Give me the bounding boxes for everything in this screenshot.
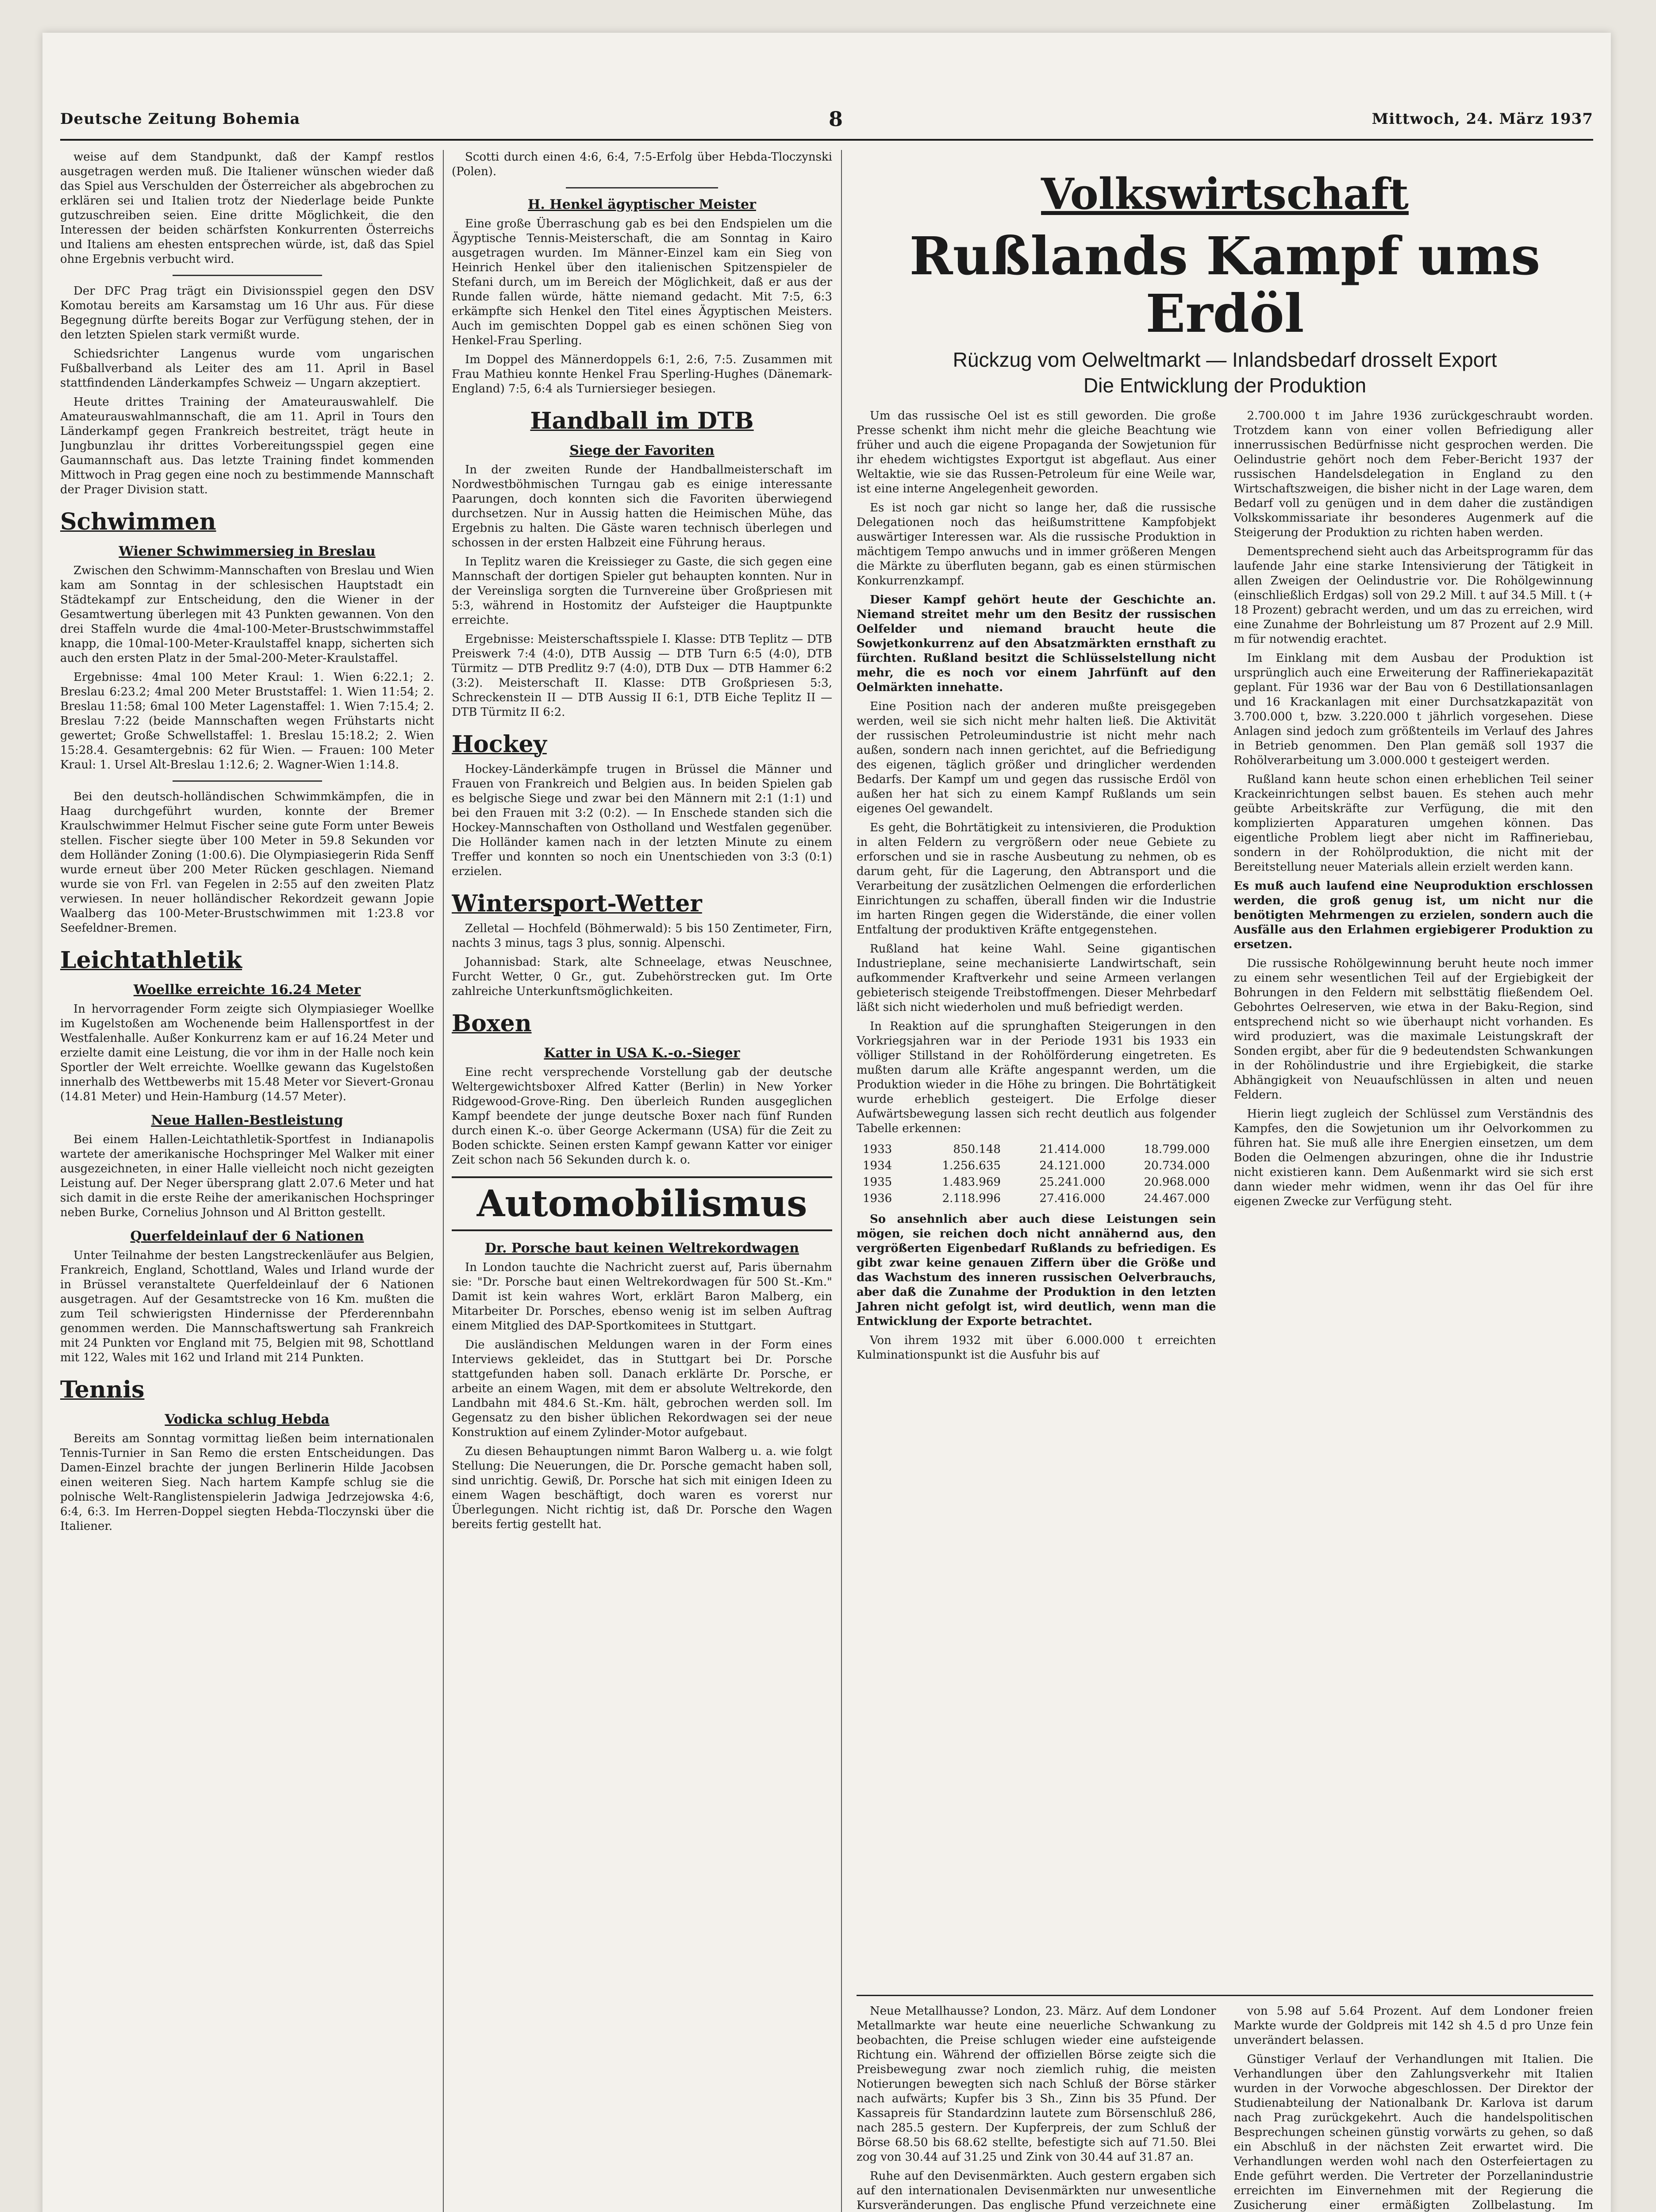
article-paragraph: Johannisbad: Stark, alte Schneelage, etwas Neuschnee, Furcht Wetter, 0 Gr., gut. Zubehörstrecken gut. Im Orte zahlreiche Unterkunftsmöglichkeiten. (452, 956, 832, 998)
table-cell: 1935 (863, 1175, 892, 1189)
section-heading-winter-weather: Wintersport-Wetter (452, 890, 702, 917)
table-cell: 24.121.000 (1039, 1159, 1106, 1172)
article-paragraph: So ansehnlich aber auch diese Leistungen sein mögen, sie reichen doch nicht annähernd aus, den vergrößerten Eigenbedarf Rußlands zu befriedigen. Es gibt zwar keine genauen Ziffern über die Größe und das Wachstum des inneren russischen Oelverbrauchs, aber daß die Zunahme der Produktion in den letzten Jahren nicht gefolgt ist, wird deutlich, wenn man die Entwicklung der Exporte betrachtet. (857, 1213, 1216, 1328)
article-paragraph: Bei den deutsch-holländischen Schwimmkämpfen, die in Haag durchgeführt wurden, konnte der Bremer Kraulschwimmer Helmut Fischer seine gute Form unter Beweis stellen. Fischer siegte über 100 Meter in 59.8 Sekunden vor dem Holländer Zoning (1:00.6). Die Olympiasiegerin Rida Senff wurde erneut über 200 Meter Rücken geschlagen. Niemand wurde sie von Frl. van Fegelen in 2:55 auf den zweiten Platz verwiesen. In neuer holländischer Rekordzeit gewann Jopie Waalberg das 100-Meter-Brustschwimmen mit 1:23.8 vor Seefeldner-Bremen. (60, 790, 434, 935)
issue-date: Mittwoch, 24. März 1937 (1372, 110, 1593, 128)
article-headline: Siege der Favoriten (569, 443, 715, 458)
section-heading-boxing: Boxen (452, 1010, 532, 1037)
column-rule (841, 150, 842, 2212)
brief-gold-price: von 5.98 auf 5.64 Prozent. Auf dem Londoner freien Markte wurde der Goldpreis mit 142 sh 4.5 d pro Unze fein unverändert belassen. (1233, 2005, 1593, 2047)
article-headline: Neue Hallen-Bestleistung (151, 1113, 343, 1128)
article-paragraph: Schiedsrichter Langenus wurde vom ungarischen Fußballverband als Leiter des am 11. April in Basel stattfindenden Länderkampfes Schweiz — Ungarn akzeptiert. (60, 347, 434, 390)
article-paragraph: Bei einem Hallen-Leichtathletik-Sportfest in Indianapolis wartete der amerikanische Hochspringer Mel Walker mit einer ausgezeichneten, in einer Halle vielleicht noch nicht gezeigten Leistung auf. Der Neger übersprang glatt 2.07.6 Meter und hat sich damit in die erste Reihe der amerikanischen Hochspringer neben Burke, Cornelius Johnson und Al Britton gestellt. (60, 1133, 434, 1219)
table-cell: 25.241.000 (1039, 1175, 1106, 1189)
table-cell: 1.256.635 (942, 1159, 1001, 1172)
article-headline: Woellke erreichte 16.24 Meter (133, 982, 361, 998)
results-paragraph: Ergebnisse: Meisterschaftsspiele I. Klasse: DTB Teplitz — DTB Preiswerk 7:4 (4:0), DTB Aussig — DTB Turn 6:5 (4:0), DTB Türmitz — DTB Predlitz 9:7 (4:0), DTB Dux — DTB Hammer 6:2 (3:2). Meisterschaft II. Klasse: DTB Großpriesen 5:3, Schreckenstein II — DTB Aussig II 6:1, DTB Eiche Teplitz II — DTB Türmitz II 6:2. (452, 633, 832, 719)
football-continuation: weise auf dem Standpunkt, daß der Kampf restlos ausgetragen werden muß. Die Italiener wünschen wieder daß das Spiel aus Verschulden der Österreicher als abgebrochen zu erklären sei und Italien trotz der Niederlage beide Punkte gutzuschreiben seien. Eine dritte Möglichkeit, die den Interessen der beiden schärfsten Konkurrenten Österreichs und Italiens am ehesten entsprechen würde, ist, daß das Spiel ohne Ergebnis verbucht wird. (60, 150, 434, 266)
main-headline: Rußlands Kampf ums Erdöl (909, 225, 1541, 344)
article-headline: Katter in USA K.-o.-Sieger (544, 1045, 740, 1061)
production-table (857, 1141, 1216, 1207)
article-paragraph: Rußland hat keine Wahl. Seine gigantischen Industrieplane, seine mechanisierte Landwirtschaft, sein aufkommender Kraftverkehr und seine Armeen verlangen gebieterisch steigende Treibstoffmengen. Dieser Mehrbedarf läßt sich nicht wiederholen und muß befriedigt werden. (857, 942, 1216, 1014)
article-paragraph: Die russische Rohölgewinnung beruht heute noch immer zu einem sehr wesentlichen Teil auf der Ergiebigkeit der Bohrungen in den Feldern mit selbsttätig fließendem Oel. Gebohrtes Oelreserven, wie etwa in der Baku-Region, sind entsprechend nicht so wie überhaupt nicht vorhanden. Es wird produziert, was die maximale Leistungskraft der Sonden ergibt, aber für die 9 bedeutendsten Schwankungen in der Rohölindustrie und ihre Ergiebigkeit, die starke Abhängigkeit von Neuaufschlüssen in alten und neuen Feldern. (1233, 957, 1593, 1102)
article-paragraph: Dieser Kampf gehört heute der Geschichte an. Niemand streitet mehr um den Besitz der russischen Oelfelder und niemand braucht heute die Sowjetkonkurrenz auf den Absatzmärkten ernsthaft zu fürchten. Rußland besitzt die Schlüsselstellung nicht mehr, die es noch vor einem Jahrfünft auf den Oelmärkten innehatte. (857, 593, 1216, 694)
table-cell: 850.148 (953, 1143, 1001, 1156)
article-paragraph: In Reaktion auf die sprunghaften Steigerungen in den Vorkriegsjahren war in der Periode 1931 bis 1933 ein völliger Stillstand in der Rohölförderung eingetreten. Es mußten darum alle Kräfte angespannt werden, um die Produktion wieder in die Höhe zu bringen. Die Bohrtätigkeit wurde erheblich gesteigert. Die Erfolge dieser Aufwärtsbewegung lassen sich recht deutlich aus folgender Tabelle erkennen: (857, 1020, 1216, 1135)
section-heading-athletics: Leichtathletik (60, 947, 242, 974)
article-headline: Vodicka schlug Hebda (165, 1412, 330, 1427)
subheadline-line-2: Die Entwicklung der Produktion (1083, 374, 1367, 397)
table-cell: 20.734.000 (1144, 1159, 1210, 1172)
article-paragraph: 2.700.000 t im Jahre 1936 zurückgeschraubt worden. Trotzdem kann von einer vollen Befriedigung aller innerrussischen Bedürfnisse nicht gesprochen werden. Die Oelindustrie gehört noch dem Feber-Bericht 1937 der russischen Handelsdelegation in England zu den Wirtschaftszweigen, die bisher nicht in der Lage waren, dem Bedarf voll zu genügen und in dem daher die zuständigen Volkskommissariate ihr besonderes Augenmerk auf die Steigerung der Produktion zu richten haben werden. (1233, 409, 1593, 539)
article-headline: Wiener Schwimmersieg in Breslau (119, 544, 376, 559)
article-paragraph: Heute drittes Training der Amateurauswahlelf. Die Amateurauswahlmannschaft, die am 11. April in Tours den Länderkampf gegen Frankreich bestreitet, trägt heute in Jungbunzlau ihr drittes Vorbereitungsspiel gegen eine Gaumannschaft aus. Das letzte Training findet kommenden Mittwoch in Prag gegen eine noch zu bestimmende Mannschaft der Prager Division statt. (60, 396, 434, 496)
article-paragraph: Es geht, die Bohrtätigkeit zu intensivieren, die Produktion in alten Feldern zu vergrößern oder neue Gebiete zu erforschen und sie in rasche Ausbeutung zu nehmen, ob es darum geht, für die Lagerung, den Abtransport und die Verarbeitung der zusätzlichen Oelmengen die erforderlichen Einrichtungen zu schaffen, überall finden wir die Industrie im harten Ringen gegen die Widerstände, die einer vollen Entfaltung der produktiven Kräfte entgegenstehen. (857, 821, 1216, 937)
market-briefs (857, 1995, 1593, 2212)
economy-section (857, 161, 1593, 1367)
article-headline: H. Henkel ägyptischer Meister (528, 197, 756, 212)
article-paragraph: Um das russische Oel ist es still geworden. Die große Presse schenkt ihm nicht mehr die gleiche Beachtung wie früher und auch die eigene Propaganda der Sowjetunion für ihr ehedem wichtigstes Exportgut ist abgeflaut. Aus einer Weltaktie, wie sie das Russen-Petroleum für eine Weile war, ist eine interne Angelegenheit geworden. (857, 409, 1216, 495)
article-headline: Querfeldeinlauf der 6 Nationen (130, 1229, 364, 1244)
article-paragraph: Ergebnisse: 4mal 100 Meter Kraul: 1. Wien 6:22.1; 2. Breslau 6:23.2; 4mal 200 Meter Bruststaffel: 1. Wien 11:54; 2. Breslau 11:58; 6mal 100 Meter Lagenstaffel: 1. Wien 7:15.4; 2. Breslau 7:22 (beide Mannschaften wegen Frühstarts nicht gewertet; Große Schwellstaffel: 1. Breslau 15:18.2; 2. Wien 15:28.4. Gesamtergebnis: 62 für Wien. — Frauen: 100 Meter Kraul: 1. Ursel Alt-Breslau 1:12.6; 2. Wagner-Wien 1:14.8. (60, 671, 434, 772)
economy-columns (857, 409, 1593, 1367)
table-row (857, 1190, 1216, 1207)
table-cell: 24.467.000 (1144, 1192, 1210, 1205)
divider (173, 275, 322, 276)
column-sports-1 (60, 150, 434, 2212)
divider (173, 780, 322, 782)
article-paragraph: Unter Teilnahme der besten Langstreckenläufer aus Belgien, Frankreich, England, Schottland, Wales und Irland wurde der in Brüssel veranstaltete Querfeldeinlauf der 6 Nationen ausgetragen. Auf der Gesamtstrecke von 16 Km. mußten die zum Teil schwierigsten Hindernisse der Pferderennbahn genommen werden. Die Mannschaftswertung sah Frankreich mit 24 Punkten vor England mit 75, Belgien mit 98, Schottland mit 122, Wales mit 162 und Irland mit 214 Punkten. (60, 1249, 434, 1364)
subheadline-line-1: Rückzug vom Oelweltmarkt — Inlandsbedarf drosselt Export (953, 348, 1497, 371)
article-paragraph: Es ist noch gar nicht so lange her, daß die russische Delegationen noch das heißumstrittene Kampfobjekt auswärtiger Interessen war. Als die russische Produktion in mächtigem Tempo anwuchs und in immer größeren Mengen die Märkte zu überfluten begann, gab es einen stürmischen Konkurrenzkampf. (857, 501, 1216, 588)
divider (566, 187, 718, 188)
article-paragraph: In London tauchte die Nachricht zuerst auf, Paris übernahm sie: "Dr. Porsche baut einen Weltrekordwagen für 500 St.-Km." Damit ist kein wahres Wort, erklärt Baron Malberg, ein Mitarbeiter Dr. Porsches, ebenso wenig ist im selben Auftrag einem Mitglied des DAP-Sportkomitees in Stuttgart. (452, 1261, 832, 1333)
section-heading-automobilism: Automobilismus (452, 1176, 832, 1231)
table-cell: 20.968.000 (1144, 1175, 1210, 1189)
market-briefs-left (857, 2004, 1216, 2212)
table-cell: 2.118.996 (942, 1192, 1001, 1205)
article-paragraph: Im Doppel des Männerdoppels 6:1, 2:6, 7:5. Zusammen mit Frau Mathieu konnte Henkel Frau Sperling-Hughes (Dänemark-England) 7:5, 6:4 als Turniersieger besiegen. (452, 353, 832, 396)
article-paragraph: Von ihrem 1932 mit über 6.000.000 t erreichten Kulminationspunkt ist die Ausfuhr bis auf (857, 1334, 1216, 1362)
article-paragraph: Scotti durch einen 4:6, 6:4, 7:5-Erfolg über Hebda-Tloczynski (Polen). (452, 150, 832, 178)
section-heading-handball: Handball im DTB (530, 407, 754, 434)
article-paragraph: In hervorragender Form zeigte sich Olympiasieger Woellke im Kugelstoßen am Wochenende beim Hallensportfest in der Westfalenhalle. Außer Konkurrenz kam er auf 16.24 Meter und erzielte damit eine Leistung, die vor ihm in der Halle noch kein Sportler der Welt erreichte. Woellke gewann das Kugelstoßen innerhalb des Wettbewerbs mit 15.48 Meter vor Sievert-Gronau (14.81 Meter) und Hein-Hamburg (14.57 Meter). (60, 1002, 434, 1103)
table-cell: 1934 (863, 1159, 892, 1172)
article-paragraph: Der DFC Prag trägt ein Divisionsspiel gegen den DSV Komotau bereits am Karsamstag um 16 Uhr aus. Für diese Begegnung dürfte bereits Bogar zur Verfügung stehen, der in den letzten Spielen stark vermißt wurde. (60, 284, 434, 342)
table-cell: 18.799.000 (1144, 1143, 1210, 1156)
table-cell: 27.416.000 (1039, 1192, 1106, 1205)
column-rule (443, 150, 444, 2212)
page-number: 8 (829, 107, 844, 131)
article-paragraph: Rußland kann heute schon einen erheblichen Teil seiner Krackeinrichtungen selbst bauen. Es stehen auch mehr geübte Arbeitskräfte zur Verfügung, die mit den komplizierten Apparaturen umgehen können. Das eigentliche Problem liegt aber nicht im Raffineriebau, sondern in der Rohölproduktion, die nicht mit der Bereitstellung neuer Materials allein erzielt werden kann. (1233, 773, 1593, 874)
article-paragraph: Im Einklang mit dem Ausbau der Produktion ist ursprünglich auch eine Erweiterung der Raffineriekapazität geplant. Für 1936 war der Bau von 6 Destillationsanlagen und 16 Krackanlagen mit einer Durchsatzkapazität von 3.700.000 t, bzw. 3.220.000 t jährlich vorgesehen. Diese Anlagen sind jedoch zum größtenteils im Verlauf des Jahres in Betrieb genommen. Den Plan gemäß soll 1937 die Rohölverarbeitung um 3.000.000 t gesteigert werden. (1233, 652, 1593, 767)
article-paragraph: Zu diesen Behauptungen nimmt Baron Walberg u. a. wie folgt Stellung: Die Neuerungen, die Dr. Porsche gemacht haben soll, sind unrichtig. Gewiß, Dr. Porsche hat sich mit einigen Ideen zu einem Wagen beschäftigt, doch waren es vorerst nur Überlegungen. Nicht richtig ist, daß Dr. Porsche den Wagen bereits fertig gestellt hat. (452, 1445, 832, 1531)
article-paragraph: Bereits am Sonntag vormittag ließen beim internationalen Tennis-Turnier in San Remo die ersten Entscheidungen. Das Damen-Einzel brachte der jungen Berlinerin Hilde Jacobsen einen weiteren Sieg. Nach hartem Kampfe schlug sie die polnische Welt-Ranglistenspielerin Jadwiga Jedrzejowska 4:6, 6:4, 6:3. Im Herren-Doppel siegten Hebda-Tloczynski über die Italiener. (60, 1432, 434, 1533)
brief-currency-market: Ruhe auf den Devisenmärkten. Auch gestern ergaben sich auf den internationalen Devisenmärkten nur unwesentliche Kursveränderungen. Das englische Pfund verzeichnete eine (857, 2170, 1216, 2212)
article-subheadline (857, 347, 1593, 398)
article-paragraph: Zelletal — Hochfeld (Böhmerwald): 5 bis 150 Zentimeter, Firn, nachts 3 minus, tags 3 plus, sonnig. Alpenschi. (452, 922, 832, 950)
market-briefs-right (1234, 2004, 1594, 2212)
page-header (60, 99, 1593, 141)
newspaper-page (42, 33, 1611, 2212)
article-paragraph: Es muß auch laufend eine Neuproduktion erschlossen werden, die groß genug ist, um nicht nur die benötigten Mehrmengen zu erzielen, sondern auch die Ausfälle aus den Erlahmen ergiebigerer Produktion zu ersetzen. (1233, 879, 1593, 951)
column-sports-2 (452, 150, 832, 2212)
table-row (857, 1141, 1216, 1158)
newspaper-name: Deutsche Zeitung Bohemia (60, 110, 300, 128)
brief-metal-market: Neue Metallhausse? London, 23. März. Auf dem Londoner Metallmarkte war heute eine neuerliche Schwankung zu beobachten, die Preise schlugen wieder eine aufsteigende Richtung ein. Während der offiziellen Börse zeigte sich die Preisbewegung zwar noch ziemlich ruhig, die meisten Notierungen bewegten sich nach Schluß der Börse stärker nach aufwärts; Kupfer bis 3 Sh., Zinn bis 35 Pfund. Der Kassapreis für Standardzinn lautete zum Börsenschluß 286, nach 285.5 gestern. Der Kupferpreis, der zum Schluß der Börse 68.50 bis 68.62 stellte, befestigte sich auf 71.50. Blei zog von 30.44 auf 31.25 und Zink von 30.44 auf 31.87 an. (857, 2005, 1216, 2164)
article-paragraph: In der zweiten Runde der Handballmeisterschaft im Nordwestböhmischen Turngau gab es einige interessante Paarungen, doch konnten sich die Favoriten überwiegend durchsetzen. Nur in Aussig hatten die Heimischen Mühe, das Ergebnis zu halten. Die Gäste waren technisch überlegen und schossen in der ersten Halbzeit eine Führung heraus. (452, 463, 832, 549)
brief-italy-negotiations: Günstiger Verlauf der Verhandlungen mit Italien. Die Verhandlungen über den Zahlungsverkehr mit Italien wurden in der Vorwoche abgeschlossen. Der Direktor der Studienabteilung der Nationalbank Dr. Karlova ist darum nach Prag zurückgekehrt. Auch die handelspolitischen Besprechungen scheinen günstig vorwärts zu gehen, so daß ein Abschluß in der nächsten Zeit erwartet wird. Die Verhandlungen werden wohl nach den Osterfeiertagen zu Ende geführt werden. Die Vertreter der Porzellanindustrie erreichten im Einvernehmen mit der Regierung die Zusicherung einer ermäßigten Zollbelastung. Im (1233, 2053, 1593, 2212)
table-row (857, 1174, 1216, 1190)
economy-column-right (1234, 409, 1594, 1367)
article-paragraph: Hierin liegt zugleich der Schlüssel zum Verständnis des Kampfes, den die Sowjetunion um ihr Oelvorkommen zu führen hat. Sie muß alle ihre Energien einsetzen, um dem Boden die Oelmengen abzuringen, ohne die ihr Industrie nicht existieren kann. Dem Außenmarkt wird sie sich erst dann wieder mehr widmen, wenn ihr das Oel für ihre eigenen Zwecke zur Verfügung steht. (1233, 1107, 1593, 1208)
article-paragraph: Eine Position nach der anderen mußte preisgegeben werden, weil sie sich nicht mehr halten ließ. Die Aktivität der russischen Petroleumindustrie ist nicht mehr nach außen, sondern nach innen gerichtet, auf die Befriedigung des eigenen, täglich größer und dringlicher werdenden Bedarfs. Der Kampf um und gegen das russische Erdöl von außen her hat sich zu einem Kampf Rußlands um sein eigenes Oel gewandelt. (857, 700, 1216, 815)
article-paragraph: Die ausländischen Meldungen waren in der Form eines Interviews gekleidet, das in Stuttgart bei Dr. Porsche stattgefunden haben soll. Danach erklärte Dr. Porsche, er arbeite an einem Wagen, mit dem er absolute Weltrekorde, den Landbahn mit 484.6 St.-Km. hält, gebrochen werden soll. Im Gegensatz zu den bisher üblichen Rekordwagen sei der neue Konstruktion auf einem Zylinder-Motor aufgebaut. (452, 1338, 832, 1439)
table-cell: 1.483.969 (942, 1175, 1001, 1189)
economy-column-left (857, 409, 1216, 1367)
article-paragraph: Hockey-Länderkämpfe trugen in Brüssel die Männer und Frauen von Frankreich und Belgien aus. In beiden Spielen gab es belgische Siege und zwar bei den Männern mit 2:1 (1:1) und bei den Frauen mit 3:2 (0:2). — In Enschede standen sich die Hockey-Mannschaften von Ostholland und Westfalen gegenüber. Die Holländer kamen nach in der letzten Minute zu einem Treffer und konnten so noch ein Unentschieden von 3:3 (0:1) erzielen. (452, 763, 832, 878)
section-heading-hockey: Hockey (452, 731, 547, 758)
article-paragraph: In Teplitz waren die Kreissieger zu Gaste, die sich gegen eine Mannschaft der dortigen Spieler gut behaupten konnten. Nur in der Vereinsliga sorgten die Turnvereine über Großpriesen mit 5:3, während in Hostomitz der Aufsteiger die Hauptpunkte erreichte. (452, 555, 832, 627)
article-paragraph: Eine große Überraschung gab es bei den Endspielen um die Ägyptische Tennis-Meisterschaft, die am Sonntag in Kairo ausgetragen wurden. Im Männer-Einzel kam ein Sieg von Heinrich Henkel über den italienischen Spitzenspieler de Stefani durch, um im Bereich der Möglichkeit, daß er aus der Runde fallen würde, hätte niemand gedacht. Mit 7:5, 6:3 erkämpfte sich Henkel den Titel eines Ägyptischen Meisters. Auch im gemischten Doppel gab es einen schönen Sieg von Henkel-Frau Sperling. (452, 217, 832, 347)
article-paragraph: Dementsprechend sieht auch das Arbeitsprogramm für das laufende Jahr eine starke Intensivierung der Tätigkeit in allen Zweigen der Oelindustrie vor. Die Rohölgewinnung (einschließlich Erdgas) soll von 29.2 Mill. t auf 34.5 Mill. t (+ 18 Prozent) gebracht werden, und um das zu erreichen, wird eine Zunahme der Bohrleistung um 87 Prozent auf 2.9 Mill. m für notwendig erachtet. (1233, 545, 1593, 646)
table-cell: 1933 (863, 1143, 892, 1156)
article-headline: Dr. Porsche baut keinen Weltrekordwagen (484, 1240, 799, 1256)
section-heading-swimming: Schwimmen (60, 508, 216, 535)
table-cell: 21.414.000 (1039, 1143, 1106, 1156)
section-heading-tennis: Tennis (60, 1376, 145, 1403)
table-row (857, 1158, 1216, 1174)
table-cell: 1936 (863, 1192, 892, 1205)
article-paragraph: Zwischen den Schwimm-Mannschaften von Breslau und Wien kam am Sonntag in der schlesischen Hauptstadt ein Städtekampf zur Entscheidung, den die Wiener in der Gesamtwertung überlegen mit 43 Punkten gewannen. Von den drei Staffeln wurde die 4mal-100-Meter-Brustschwimmstaffel knapp, die 10mal-100-Meter-Kraulstaffel knapp, sicherten sich auch den ersten Platz in der 5mal-200-Meter-Kraulstaffel. (60, 564, 434, 665)
section-heading-economy: Volkswirtschaft (1041, 169, 1409, 219)
article-paragraph: Eine recht versprechende Vorstellung gab der deutsche Weltergewichtsboxer Alfred Katter (Berlin) in New Yorker Ridgewood-Grove-Ring. Den überleich Runden ausgeglichen Kampf beendete der junge deutsche Boxer nach fünf Runden durch einen K.-o. über George Ackermann (USA) für die Zeit zu Boden schickte. Seinen ersten Kampf gewann Katter vor einiger Zeit schon nach 56 Sekunden durch k. o. (452, 1066, 832, 1167)
